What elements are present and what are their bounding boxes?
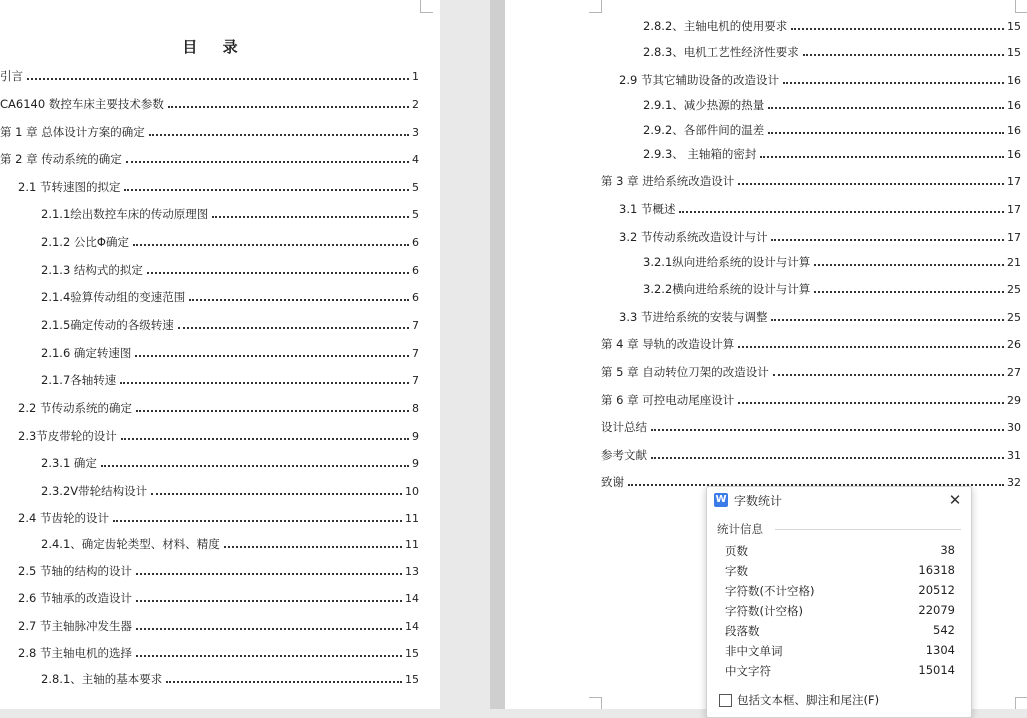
toc-entry-title: 2.8 节主轴电机的选择 bbox=[18, 646, 132, 660]
toc-entry[interactable] bbox=[643, 18, 1021, 34]
toc-entry-page-number: 15 bbox=[405, 647, 419, 660]
toc-entry-page-number: 21 bbox=[1007, 256, 1021, 269]
stat-value: 38 bbox=[940, 543, 955, 557]
toc-entry-title: 2.5 节轴的结构的设计 bbox=[18, 564, 132, 578]
toc-dot-leader bbox=[149, 134, 409, 136]
toc-entry-title: 致谢 bbox=[601, 475, 624, 489]
toc-entry-title: CA6140 数控车床主要技术参数 bbox=[0, 97, 164, 111]
toc-dot-leader bbox=[189, 299, 409, 301]
toc-entry-page-number: 7 bbox=[412, 319, 419, 332]
toc-entry-title: 2.1 节转速图的拟定 bbox=[18, 180, 121, 194]
toc-entry[interactable] bbox=[643, 44, 1021, 60]
toc-entry[interactable] bbox=[619, 229, 1021, 245]
toc-entry-title: 第 6 章 可控电动尾座设计 bbox=[601, 393, 735, 407]
stat-row bbox=[725, 543, 955, 561]
toc-entry[interactable] bbox=[619, 72, 1021, 88]
toc-entry-page-number: 9 bbox=[412, 457, 419, 470]
toc-entry[interactable] bbox=[41, 536, 419, 552]
toc-entry-title: 2.1.5确定传动的各级转速 bbox=[41, 318, 174, 332]
dialog-header bbox=[707, 487, 971, 513]
toc-entry-title: 2.9.3、 主轴箱的密封 bbox=[643, 147, 757, 161]
toc-entry[interactable] bbox=[18, 563, 419, 579]
toc-entry-page-number: 16 bbox=[1007, 74, 1021, 87]
stat-value: 15014 bbox=[918, 663, 955, 677]
toc-dot-leader bbox=[136, 628, 402, 630]
toc-entry[interactable] bbox=[41, 372, 419, 388]
toc-entry-title: 第 2 章 传动系统的确定 bbox=[0, 152, 122, 166]
page-gutter bbox=[490, 0, 505, 709]
toc-dot-leader bbox=[136, 655, 402, 657]
toc-dot-leader bbox=[738, 346, 1004, 348]
word-count-dialog bbox=[706, 486, 972, 718]
toc-entry-title: 设计总结 bbox=[601, 420, 647, 434]
toc-entry[interactable] bbox=[643, 97, 1021, 113]
toc-dot-leader bbox=[136, 573, 402, 575]
toc-entry[interactable] bbox=[18, 428, 419, 444]
toc-entry-title: 2.7 节主轴脉冲发生器 bbox=[18, 619, 132, 633]
toc-entry[interactable] bbox=[41, 206, 419, 222]
toc-dot-leader bbox=[651, 429, 1004, 431]
toc-entry[interactable] bbox=[18, 618, 419, 634]
toc-entry[interactable] bbox=[41, 289, 419, 305]
toc-entry-page-number: 1 bbox=[412, 70, 419, 83]
toc-entry[interactable] bbox=[18, 590, 419, 606]
toc-dot-leader bbox=[814, 291, 1004, 293]
toc-entry[interactable] bbox=[643, 146, 1021, 162]
toc-entry[interactable] bbox=[41, 262, 419, 278]
toc-entry-title: 2.9.2、各部件间的温差 bbox=[643, 123, 765, 137]
toc-dot-leader bbox=[679, 211, 1004, 213]
toc-entry[interactable] bbox=[643, 122, 1021, 138]
toc-entry-title: 2.8.3、电机工艺性经济性要求 bbox=[643, 45, 799, 59]
stat-row bbox=[725, 583, 955, 601]
toc-entry-page-number: 4 bbox=[412, 153, 419, 166]
dialog-title: 字数统计 bbox=[734, 494, 783, 508]
toc-entry-page-number: 13 bbox=[405, 565, 419, 578]
toc-entry-title: 3.1 节概述 bbox=[619, 202, 676, 216]
toc-entry-page-number: 15 bbox=[1007, 46, 1021, 59]
toc-entry[interactable] bbox=[601, 447, 1021, 463]
stat-label: 页数 bbox=[725, 544, 748, 558]
toc-dot-leader bbox=[113, 520, 402, 522]
toc-entry-page-number: 6 bbox=[412, 236, 419, 249]
toc-entry[interactable] bbox=[601, 336, 1021, 352]
stat-label: 字符数(计空格) bbox=[725, 604, 803, 618]
toc-dot-leader bbox=[133, 244, 409, 246]
page-corner-mark bbox=[1015, 697, 1027, 709]
stat-label: 字数 bbox=[725, 564, 748, 578]
toc-entry[interactable] bbox=[41, 345, 419, 361]
toc-entry-title: 参考文献 bbox=[601, 448, 647, 462]
toc-entry-page-number: 26 bbox=[1007, 338, 1021, 351]
toc-entry-page-number: 17 bbox=[1007, 203, 1021, 216]
stat-label: 字符数(不计空格) bbox=[725, 584, 815, 598]
toc-entry-page-number: 17 bbox=[1007, 175, 1021, 188]
stat-value: 22079 bbox=[918, 603, 955, 617]
stat-label: 段落数 bbox=[725, 624, 760, 638]
toc-entry[interactable] bbox=[18, 179, 419, 195]
toc-entry[interactable] bbox=[41, 317, 419, 333]
toc-entry-page-number: 10 bbox=[405, 485, 419, 498]
toc-entry-page-number: 15 bbox=[405, 673, 419, 686]
toc-dot-leader bbox=[178, 327, 409, 329]
toc-entry-title: 2.3.2V带轮结构设计 bbox=[41, 484, 148, 498]
toc-entry-title: 引言 bbox=[0, 69, 23, 83]
toc-entry-page-number: 3 bbox=[412, 126, 419, 139]
toc-entry[interactable] bbox=[601, 364, 1021, 380]
section-label: 统计信息 bbox=[717, 522, 763, 536]
toc-entry[interactable] bbox=[41, 483, 419, 499]
toc-entry-page-number: 11 bbox=[405, 538, 419, 551]
stat-row bbox=[725, 563, 955, 581]
toc-entry[interactable] bbox=[41, 234, 419, 250]
toc-entry[interactable] bbox=[619, 309, 1021, 325]
toc-dot-leader bbox=[651, 457, 1004, 459]
toc-dot-leader bbox=[121, 438, 409, 440]
toc-entry-title: 2.2 节传动系统的确定 bbox=[18, 401, 132, 415]
toc-dot-leader bbox=[135, 355, 409, 357]
stat-value: 20512 bbox=[918, 583, 955, 597]
toc-entry-title: 2.9.1、减少热源的热量 bbox=[643, 98, 765, 112]
toc-entry[interactable] bbox=[0, 124, 419, 140]
stat-label: 中文字符 bbox=[725, 664, 771, 678]
toc-entry-title: 2.1.4验算传动组的变速范围 bbox=[41, 290, 186, 304]
toc-dot-leader bbox=[814, 264, 1004, 266]
toc-entry[interactable] bbox=[0, 68, 419, 84]
toc-dot-leader bbox=[768, 132, 1004, 134]
toc-entry-title: 2.4 节齿轮的设计 bbox=[18, 511, 109, 525]
toc-entry-page-number: 6 bbox=[412, 291, 419, 304]
toc-entry-title: 第 4 章 导轨的改造设计算 bbox=[601, 337, 735, 351]
toc-entry-page-number: 32 bbox=[1007, 476, 1021, 489]
toc-entry-page-number: 11 bbox=[405, 512, 419, 525]
toc-entry-page-number: 25 bbox=[1007, 311, 1021, 324]
toc-dot-leader bbox=[151, 493, 402, 495]
toc-entry-page-number: 7 bbox=[412, 347, 419, 360]
toc-entry-page-number: 15 bbox=[1007, 20, 1021, 33]
toc-dot-leader bbox=[168, 106, 409, 108]
toc-dot-leader bbox=[27, 78, 409, 80]
toc-entry-title: 2.3节皮带轮的设计 bbox=[18, 429, 117, 443]
stat-value: 542 bbox=[933, 623, 955, 637]
toc-entry[interactable] bbox=[0, 96, 419, 112]
wps-writer-icon: W bbox=[715, 494, 727, 505]
toc-entry[interactable] bbox=[601, 173, 1021, 189]
toc-dot-leader bbox=[126, 161, 409, 163]
stat-row bbox=[725, 603, 955, 621]
toc-entry-page-number: 17 bbox=[1007, 231, 1021, 244]
toc-entry-page-number: 31 bbox=[1007, 449, 1021, 462]
toc-entry[interactable] bbox=[18, 510, 419, 526]
toc-entry-title: 2.1.3 结构式的拟定 bbox=[41, 263, 143, 277]
toc-dot-leader bbox=[136, 600, 402, 602]
toc-entry-title: 2.9 节其它辅助设备的改造设计 bbox=[619, 73, 779, 87]
page-corner-mark bbox=[589, 0, 602, 13]
toc-entry-title: 2.6 节轴承的改造设计 bbox=[18, 591, 132, 605]
toc-entry-page-number: 29 bbox=[1007, 394, 1021, 407]
toc-dot-leader bbox=[212, 216, 409, 218]
document-page-left bbox=[0, 0, 440, 709]
close-icon[interactable]: ✕ bbox=[948, 491, 962, 509]
toc-entry-title: 2.1.2 公比Φ确定 bbox=[41, 235, 129, 249]
toc-entry-title: 2.1.1绘出数控车床的传动原理图 bbox=[41, 207, 209, 221]
toc-dot-leader bbox=[136, 410, 409, 412]
toc-dot-leader bbox=[773, 374, 1004, 376]
toc-entry-title: 2.8.2、主轴电机的使用要求 bbox=[643, 19, 788, 33]
toc-entry-title: 第 1 章 总体设计方案的确定 bbox=[0, 125, 145, 139]
toc-entry[interactable] bbox=[643, 254, 1021, 270]
toc-dot-leader bbox=[166, 681, 402, 683]
toc-dot-leader bbox=[120, 382, 409, 384]
stat-row bbox=[725, 663, 955, 681]
toc-dot-leader bbox=[771, 319, 1004, 321]
toc-entry-page-number: 2 bbox=[412, 98, 419, 111]
include-footnotes-label[interactable]: 包括文本框、脚注和尾注(F) bbox=[737, 693, 880, 707]
toc-dot-leader bbox=[783, 82, 1004, 84]
toc-entry-title: 2.1.6 确定转速图 bbox=[41, 346, 132, 360]
toc-entry-page-number: 5 bbox=[412, 181, 419, 194]
toc-entry-page-number: 8 bbox=[412, 402, 419, 415]
toc-entry[interactable] bbox=[18, 645, 419, 661]
toc-entry-title: 2.4.1、确定齿轮类型、材料、精度 bbox=[41, 537, 220, 551]
stat-label: 非中文单词 bbox=[725, 644, 783, 658]
toc-dot-leader bbox=[768, 107, 1004, 109]
toc-dot-leader bbox=[738, 402, 1004, 404]
toc-dot-leader bbox=[147, 272, 409, 274]
toc-entry-page-number: 16 bbox=[1007, 148, 1021, 161]
toc-entry[interactable] bbox=[41, 455, 419, 471]
toc-entry-title: 2.3.1 确定 bbox=[41, 456, 97, 470]
toc-entry-page-number: 16 bbox=[1007, 124, 1021, 137]
toc-dot-leader bbox=[803, 54, 1004, 56]
toc-entry[interactable] bbox=[601, 392, 1021, 408]
toc-dot-leader bbox=[124, 189, 409, 191]
toc-entry-page-number: 14 bbox=[405, 592, 419, 605]
toc-entry-page-number: 14 bbox=[405, 620, 419, 633]
toc-entry-page-number: 27 bbox=[1007, 366, 1021, 379]
page-corner-mark bbox=[420, 0, 433, 13]
section-divider bbox=[775, 529, 961, 530]
toc-entry-title: 第 5 章 自动转位刀架的改造设计 bbox=[601, 365, 769, 379]
toc-entry[interactable] bbox=[601, 419, 1021, 435]
toc-dot-leader bbox=[738, 183, 1004, 185]
toc-entry-page-number: 5 bbox=[412, 208, 419, 221]
toc-heading: 目 录 bbox=[182, 38, 248, 56]
toc-dot-leader bbox=[760, 156, 1004, 158]
toc-entry-page-number: 7 bbox=[412, 374, 419, 387]
page-corner-mark bbox=[589, 697, 602, 709]
stat-value: 16318 bbox=[918, 563, 955, 577]
toc-entry-title: 3.2 节传动系统改造设计与计 bbox=[619, 230, 768, 244]
toc-entry[interactable] bbox=[619, 201, 1021, 217]
include-footnotes-checkbox[interactable] bbox=[719, 694, 732, 707]
stat-row bbox=[725, 643, 955, 661]
toc-entry[interactable] bbox=[41, 671, 419, 687]
stat-row bbox=[725, 623, 955, 641]
toc-dot-leader bbox=[101, 465, 409, 467]
toc-entry-page-number: 9 bbox=[412, 430, 419, 443]
toc-entry[interactable] bbox=[18, 400, 419, 416]
toc-entry-page-number: 30 bbox=[1007, 421, 1021, 434]
toc-entry-title: 3.2.1纵向进给系统的设计与计算 bbox=[643, 255, 811, 269]
toc-entry-page-number: 6 bbox=[412, 264, 419, 277]
toc-entry-title: 3.3 节进给系统的安装与调整 bbox=[619, 310, 768, 324]
toc-entry-page-number: 16 bbox=[1007, 99, 1021, 112]
toc-entry-title: 2.1.7各轴转速 bbox=[41, 373, 117, 387]
toc-dot-leader bbox=[224, 546, 402, 548]
toc-dot-leader bbox=[771, 239, 1004, 241]
toc-entry[interactable] bbox=[0, 151, 419, 167]
toc-entry-page-number: 25 bbox=[1007, 283, 1021, 296]
toc-dot-leader bbox=[791, 28, 1004, 30]
toc-entry-title: 3.2.2横向进给系统的设计与计算 bbox=[643, 282, 811, 296]
toc-entry-title: 第 3 章 进给系统改造设计 bbox=[601, 174, 735, 188]
toc-entry-title: 2.8.1、主轴的基本要求 bbox=[41, 672, 163, 686]
stat-value: 1304 bbox=[925, 643, 955, 657]
page-corner-mark bbox=[1015, 0, 1027, 13]
toc-entry[interactable] bbox=[643, 281, 1021, 297]
